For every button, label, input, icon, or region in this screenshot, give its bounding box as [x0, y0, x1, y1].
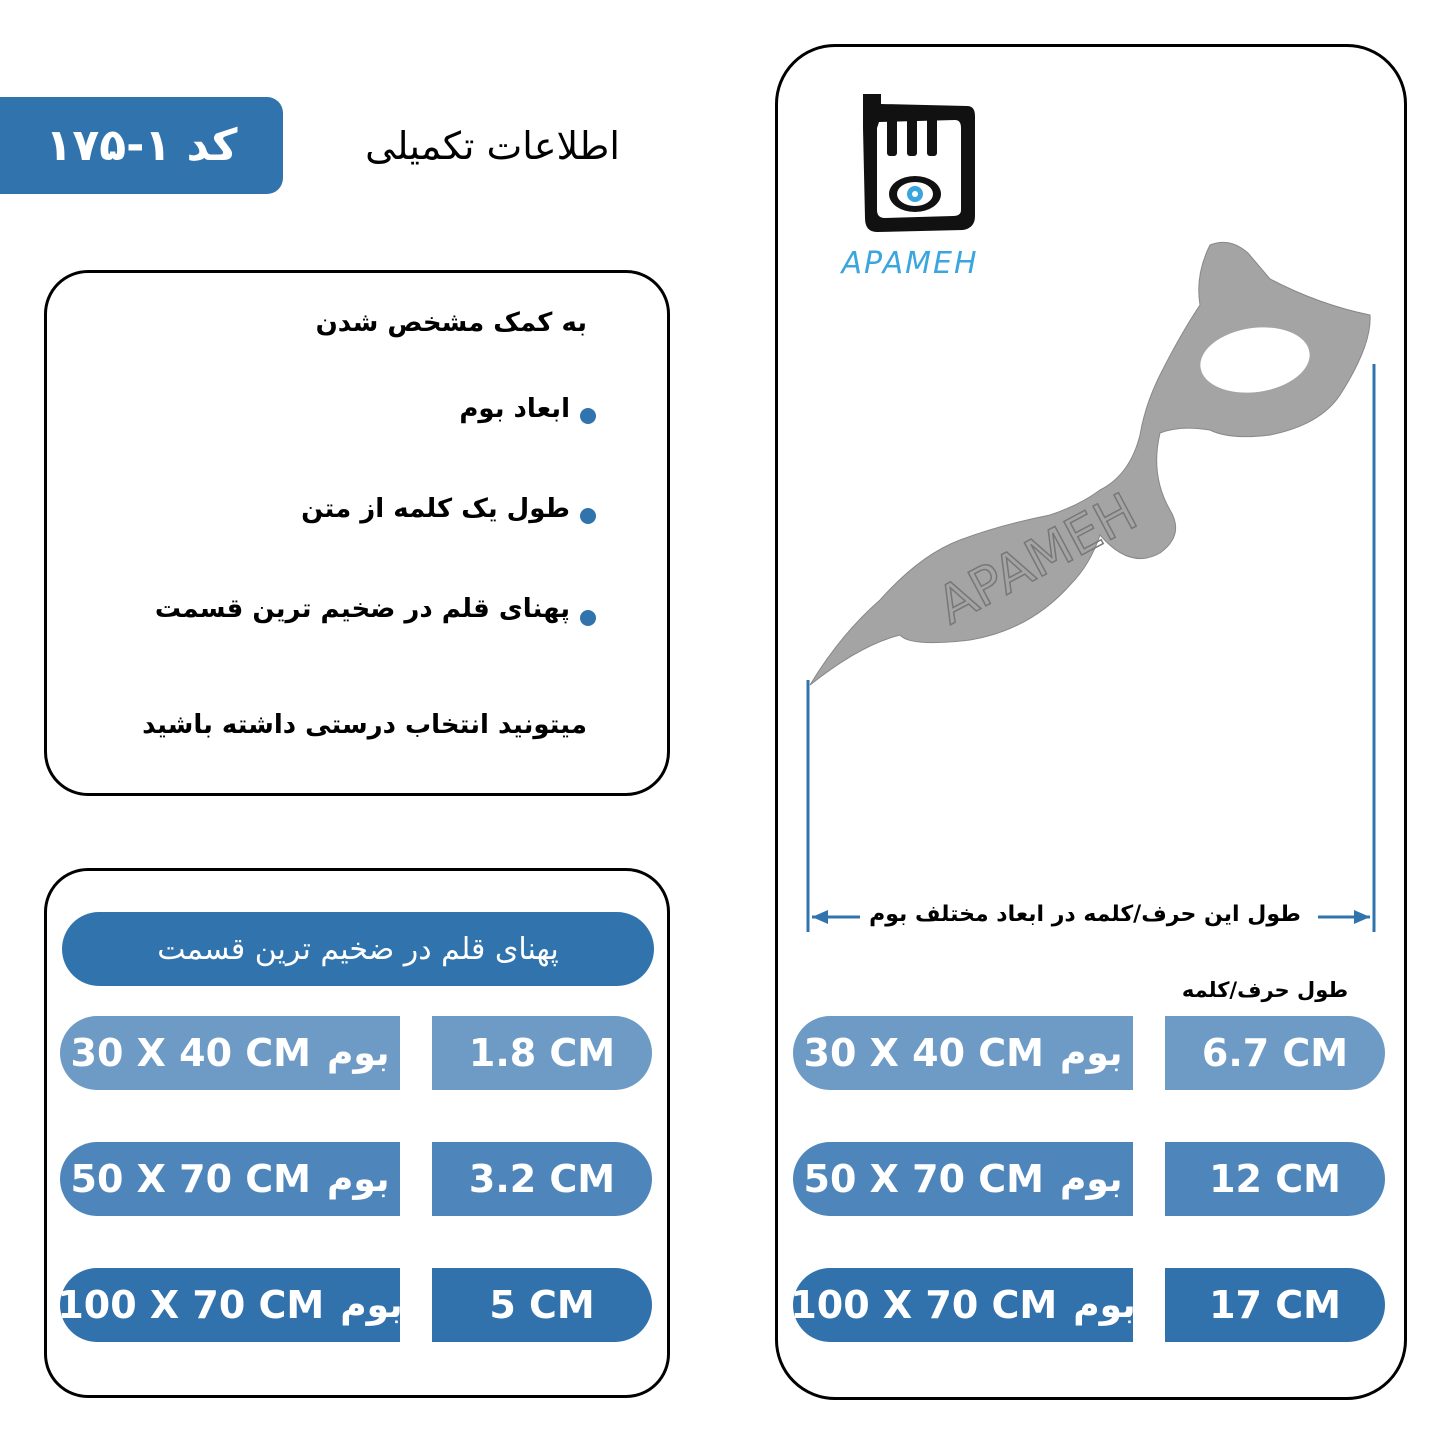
product-code-badge: کد ۱-۱۷۵: [0, 97, 283, 194]
canvas-word: بوم: [1073, 1284, 1136, 1326]
watermark-text: APAMEH: [927, 482, 1147, 637]
canvas-size-pill: [60, 1016, 400, 1090]
canvas-word: بوم: [326, 1032, 390, 1074]
apameh-logo-icon: [855, 88, 985, 248]
bullet-icon: [580, 610, 596, 626]
canvas-word: بوم: [340, 1284, 403, 1326]
measure-label: طول این حرف/کلمه در ابعاد مختلف بوم: [869, 902, 1301, 927]
canvas-word: بوم: [1059, 1158, 1123, 1200]
length-column-label: طول حرف/کلمه: [1181, 978, 1349, 1002]
canvas-word: بوم: [326, 1158, 390, 1200]
canvas-size-pill: [793, 1142, 1133, 1216]
canvas-size-pill: [793, 1016, 1133, 1090]
info-item-word-length: طول یک کلمه از متن: [301, 494, 570, 524]
canvas-size-text: 100 X 70 CM: [790, 1283, 1058, 1327]
canvas-size-pill: [60, 1142, 400, 1216]
info-outro: میتونید انتخاب درستی داشته باشید: [142, 710, 587, 740]
canvas-size-text: 100 X 70 CM: [57, 1283, 325, 1327]
pen-width-value: 3.2 CM: [432, 1142, 652, 1216]
measurement-lines: [800, 360, 1390, 940]
canvas-size-pill: [57, 1268, 403, 1342]
word-length-value: 12 CM: [1165, 1142, 1385, 1216]
canvas-size-text: 30 X 40 CM: [70, 1031, 311, 1075]
canvas-size-text: 50 X 70 CM: [803, 1157, 1044, 1201]
canvas-size-text: 50 X 70 CM: [70, 1157, 311, 1201]
canvas-size-pill: [790, 1268, 1136, 1342]
word-length-value: 17 CM: [1165, 1268, 1385, 1342]
canvas-word: بوم: [1059, 1032, 1123, 1074]
page-title: اطلاعات تکمیلی: [365, 124, 620, 168]
info-item-pen-width: پهنای قلم در ضخیم ترین قسمت: [154, 594, 570, 624]
canvas-size-text: 30 X 40 CM: [803, 1031, 1044, 1075]
bullet-icon: [580, 508, 596, 524]
info-item-canvas-size: ابعاد بوم: [459, 394, 570, 424]
pen-width-value: 5 CM: [432, 1268, 652, 1342]
logo-brand-text: APAMEH: [841, 246, 979, 281]
word-length-value: 6.7 CM: [1165, 1016, 1385, 1090]
info-intro: به کمک مشخص شدن: [315, 308, 587, 338]
bullet-icon: [580, 408, 596, 424]
pen-width-value: 1.8 CM: [432, 1016, 652, 1090]
pen-width-header: پهنای قلم در ضخیم ترین قسمت: [62, 912, 654, 986]
